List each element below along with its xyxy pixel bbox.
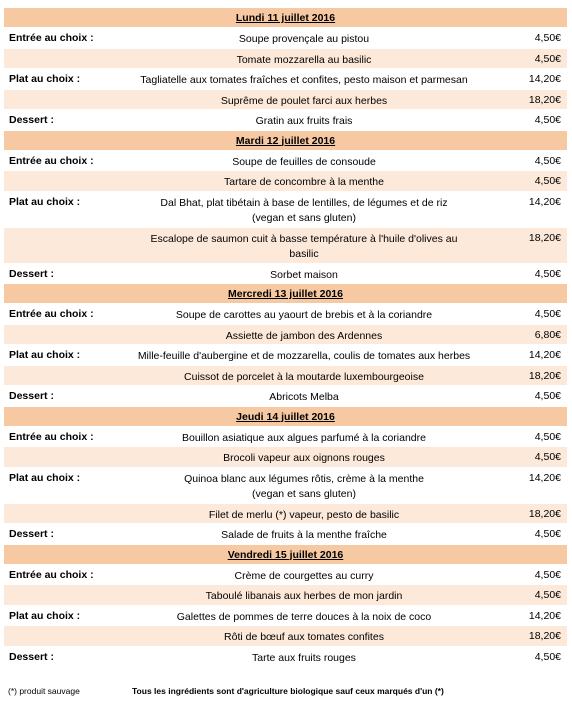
menu-dish [119,114,489,129]
dish-line-2: basilic [289,247,319,260]
menu-row [4,504,567,525]
menu-category: Entrée au choix : [9,568,94,581]
menu-row [4,28,567,49]
menu-row [4,264,567,285]
menu-price: 14,20€ [528,195,561,208]
menu-dish [119,232,489,262]
dish-line: Assiette de jambon des Ardennes [225,329,383,342]
menu-category: Dessert : [9,650,54,663]
dish-line: Filet de merlu (*) vapeur, pesto de basilic [208,508,400,521]
dish-line: Mille-feuille d'aubergine et de mozzarella, coulis de tomates aux herbes [137,350,471,362]
dish-line: Tagliatelle aux tomates fraîches et confites, pesto maison et parmesan [140,74,468,86]
menu-row [4,427,567,448]
menu-category: Entrée au choix : [9,32,94,44]
menu-dish [119,508,489,523]
dish-line: Crème de courgettes au curry [234,569,374,582]
menu-dish [119,610,489,625]
menu-category: Dessert : [9,267,54,280]
menu-price: 4,50€ [534,568,561,581]
menu-price: 4,50€ [534,451,561,463]
dish-line: Abricots Melba [269,391,339,403]
menu-row [4,171,567,192]
menu-price: 18,20€ [528,369,561,382]
menu-category: Dessert : [9,528,54,540]
menu-price: 14,20€ [528,349,561,361]
menu-price: 14,20€ [528,471,561,484]
menu-row [4,524,567,545]
dish-line: Tarte aux fruits rouges [252,651,356,664]
day-header: Jeudi 14 juillet 2016 [4,407,567,427]
menu-price: 4,50€ [534,175,561,187]
dish-line: Cuissot de porcelet à la moutarde luxembourgeoise [184,370,424,383]
footer-note: (*) produit sauvage [8,686,80,696]
menu-row [4,647,567,668]
dish-line: Tartare de concombre à la menthe [224,176,384,188]
menu-price: 4,50€ [534,308,561,320]
menu-price: 18,20€ [528,231,561,244]
menu-category: Entrée au choix : [9,308,94,320]
menu-price: 4,50€ [534,154,561,167]
dish-line: Gratin aux fruits frais [255,115,353,127]
dish-line: Soupe de carottes au yaourt de brebis et à la coriandre [175,309,433,321]
menu-row [4,366,567,387]
menu-price: 14,20€ [528,73,561,85]
dish-line: Dal Bhat, plat tibétain à base de lentilles, de légumes et de riz [160,196,448,209]
menu-dish [119,370,489,385]
menu-price: 4,50€ [534,267,561,280]
menu-dish [119,651,489,666]
menu-dish [119,431,489,446]
menu-category: Entrée au choix : [9,430,94,443]
menu-row [4,304,567,325]
menu-price: 4,50€ [534,390,561,402]
menu-row [4,468,567,504]
dish-line: Rôti de bœuf aux tomates confites [224,631,384,643]
menu-dish [119,451,489,466]
menu-row [4,151,567,172]
menu-row [4,386,567,407]
menu-category: Entrée au choix : [9,154,94,167]
menu-dish [119,589,489,604]
menu-price: 4,50€ [534,528,561,540]
menu-price: 4,50€ [534,430,561,443]
menu-dish [119,53,489,68]
menu-row [4,606,567,627]
menu-price: 4,50€ [534,650,561,663]
menu-row [4,447,567,468]
menu-category: Plat au choix : [9,195,81,208]
dish-line: Sorbet maison [270,268,338,281]
menu-dish [119,155,489,170]
menu-price: 14,20€ [528,609,561,622]
menu-dish [119,569,489,584]
menu-category: Dessert : [9,390,54,402]
menu-dish [119,196,489,226]
menu-dish [119,94,489,109]
menu-dish [119,390,489,405]
menu-row [4,49,567,70]
day-header: Lundi 11 juillet 2016 [4,8,567,28]
menu-price: 6,80€ [534,328,561,341]
menu-row [4,585,567,606]
menu-row [4,325,567,346]
menu-dish [119,349,489,364]
dish-line: Galettes de pommes de terre douces à la noix de coco [176,610,432,623]
dish-line: Tomate mozzarella au basilic [236,53,372,66]
menu-dish [119,175,489,190]
dish-line: Bouillon asiatique aux algues parfumé à la coriandre [182,431,426,444]
dish-line: Suprême de poulet farci aux herbes [220,94,388,107]
dish-line: Brocoli vapeur aux oignons rouges [223,452,385,464]
menu-row [4,90,567,111]
menu-price: 4,50€ [534,32,561,44]
menu-price: 4,50€ [534,52,561,65]
menu-row [4,110,567,131]
menu-row [4,345,567,366]
menu-dish [119,329,489,344]
menu-row [4,69,567,90]
menu-category: Plat au choix : [9,609,81,622]
menu-dish [119,528,489,543]
menu-dish [119,32,489,47]
menu-category: Plat au choix : [9,73,81,85]
menu-category: Plat au choix : [9,349,81,361]
menu-row [4,192,567,228]
dish-line-2: (vegan et sans gluten) [252,487,356,500]
menu-dish [119,308,489,323]
dish-line: Salade de fruits à la menthe fraîche [221,529,387,541]
menu-row [4,228,567,264]
day-header: Mercredi 13 juillet 2016 [4,284,567,304]
menu-dish [119,268,489,283]
dish-line-2: (vegan et sans gluten) [252,211,356,224]
menu-category: Plat au choix : [9,471,81,484]
dish-line: Soupe de feuilles de consoude [232,155,376,168]
menu-price: 4,50€ [534,114,561,126]
menu-row [4,565,567,586]
menu-row [4,626,567,647]
menu-dish [119,472,489,502]
menu-table [4,8,567,667]
dish-line: Quinoa blanc aux légumes rôtis, crème à la menthe [184,472,424,485]
menu-price: 18,20€ [528,507,561,520]
menu-dish [119,630,489,645]
day-header: Mardi 12 juillet 2016 [4,131,567,151]
menu-dish [119,73,489,88]
menu-price: 18,20€ [528,630,561,642]
dish-line: Taboulé libanais aux herbes de mon jardin [205,590,403,602]
dish-line: Escalope de saumon cuit à basse température à l'huile d'olives au [150,232,458,245]
dish-line: Soupe provençale au pistou [238,33,370,45]
menu-price: 18,20€ [528,93,561,106]
footer-organic-statement: Tous les ingrédients sont d'agriculture biologique sauf ceux marqués d'un (*) [132,686,444,696]
day-header: Vendredi 15 juillet 2016 [4,545,567,565]
menu-category: Dessert : [9,114,54,126]
menu-price: 4,50€ [534,589,561,601]
